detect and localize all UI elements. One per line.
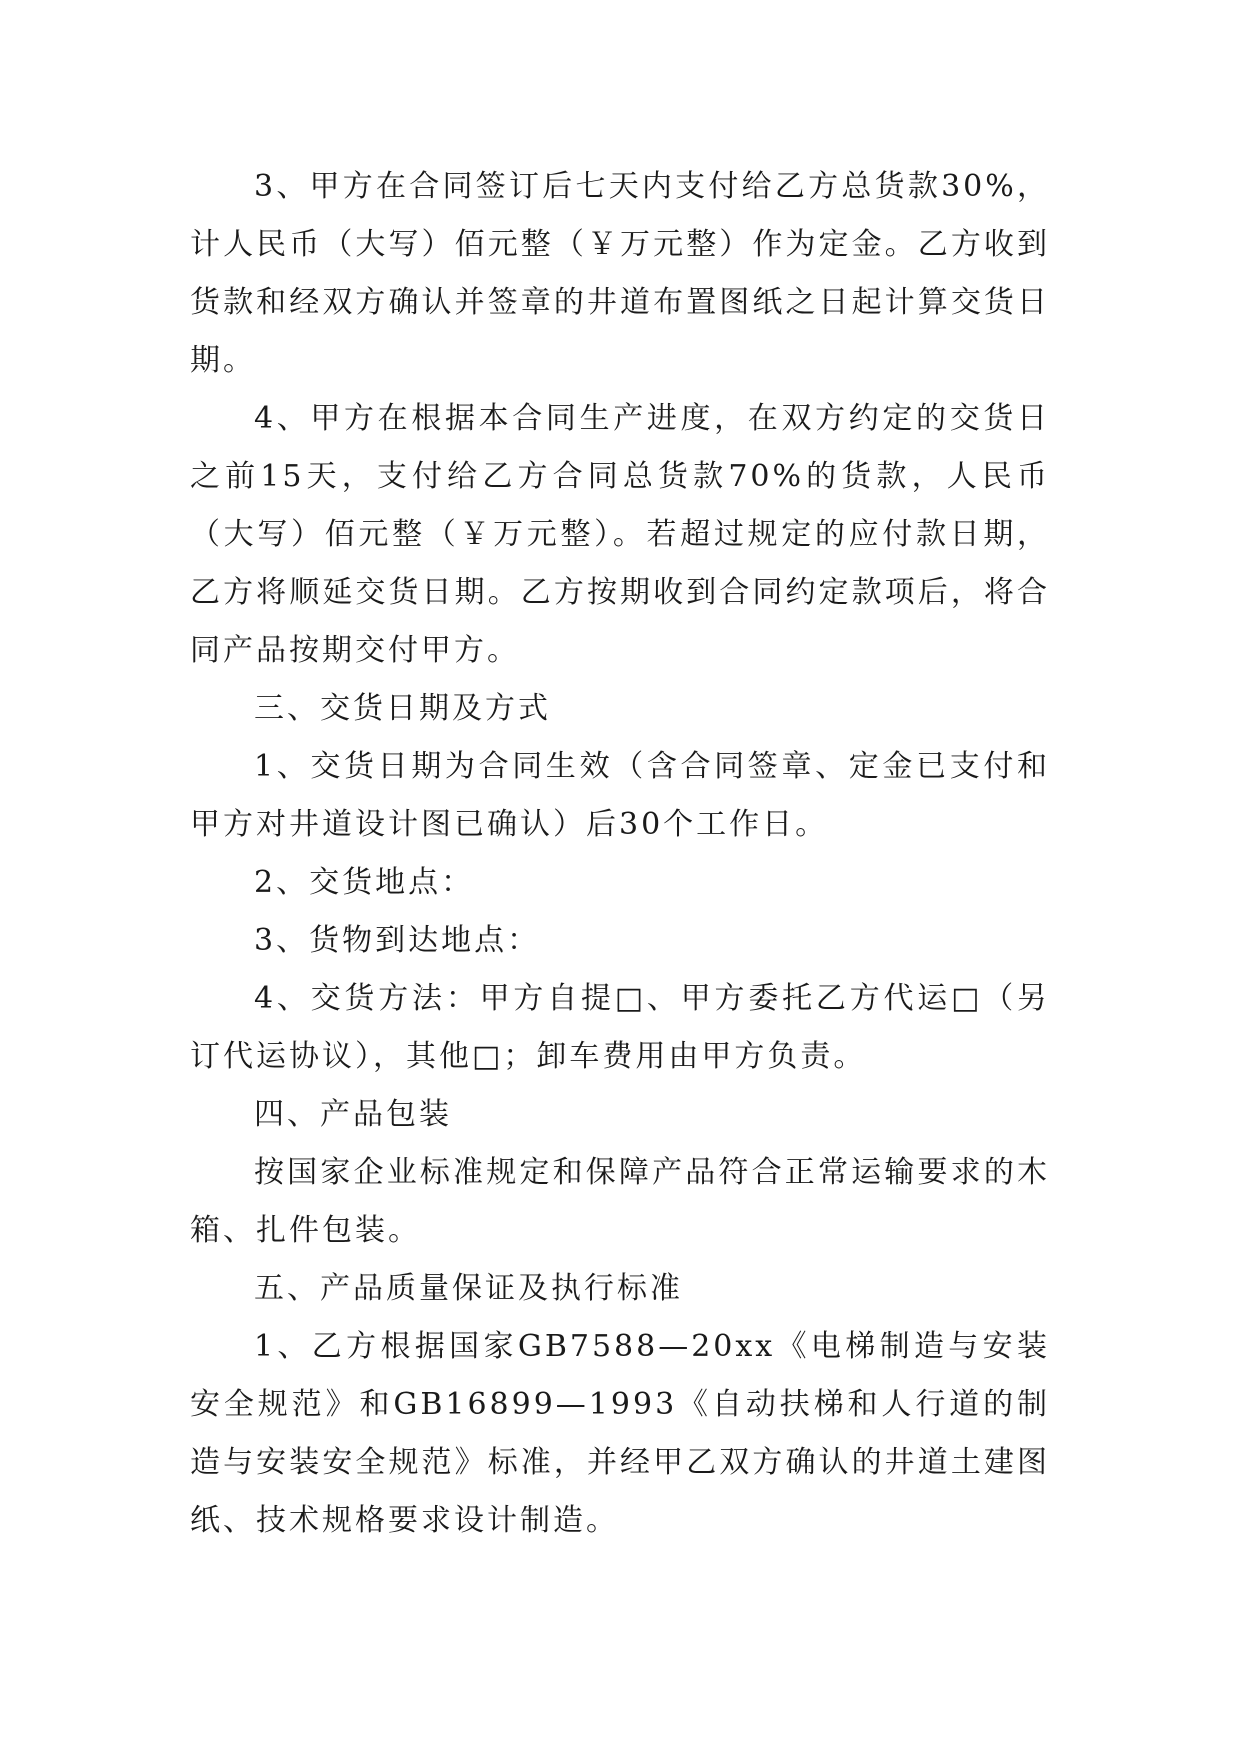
paragraph-delivery-place: 2、交货地点： — [254, 865, 475, 900]
section-heading-quality: 五、产品质量保证及执行标准 — [254, 1271, 683, 1306]
paragraph-payment-balance: 4、甲方在根据本合同生产进度，在双方约定的交货日之前15天，支付给乙方合同总货款70%的货款，人民币（大写）佰元整（￥万元整）。若超过规定的应付款日期，乙方将顺延交货日期。乙方按期收到合同约定款项后，将合同产品按期交付甲方。 — [190, 401, 1050, 668]
paragraph-arrival-place: 3、货物到达地点： — [254, 923, 541, 958]
section-heading-delivery: 三、交货日期及方式 — [254, 691, 551, 726]
section-heading-packaging: 四、产品包装 — [254, 1097, 452, 1132]
paragraph-payment-deposit: 3、甲方在合同签订后七天内支付给乙方总货款30%，计人民币（大写）佰元整（￥万元整）作为定金。乙方收到货款和经双方确认并签章的井道布置图纸之日起计算交货日期。 — [190, 169, 1050, 378]
paragraph-delivery-method: 4、交货方法：甲方自提□、甲方委托乙方代运□（另订代运协议），其他□；卸车费用由甲方负责。 — [190, 981, 1050, 1074]
paragraph-quality-standards: 1、乙方根据国家GB7588—20xx《电梯制造与安装安全规范》和GB16899—1993《自动扶梯和人行道的制造与安装安全规范》标准，并经甲乙双方确认的井道土建图纸、技术规格要求设计制造。 — [190, 1329, 1050, 1538]
paragraph-packaging: 按国家企业标准规定和保障产品符合正常运输要求的木箱、扎件包装。 — [190, 1155, 1050, 1248]
paragraph-delivery-date: 1、交货日期为合同生效（含合同签章、定金已支付和甲方对井道设计图已确认）后30个工作日。 — [190, 749, 1050, 842]
document-body — [190, 158, 1050, 1550]
